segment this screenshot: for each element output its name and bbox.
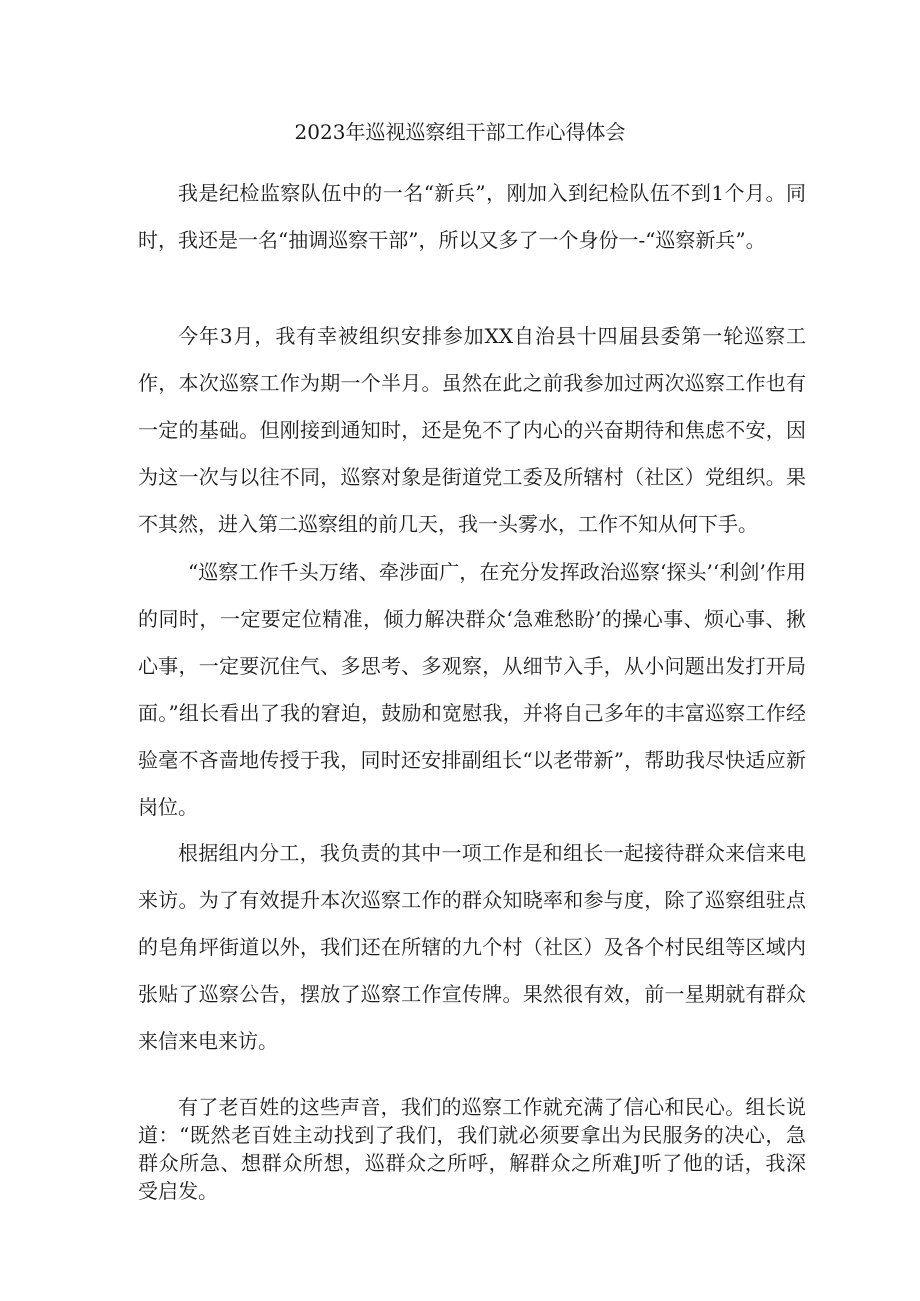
paragraph-2: 今年3月，我有幸被组织安排参加XX自治县十四届县委第一轮巡察工作，本次巡察工作为期一个半月。虽然在此之前我参加过两次巡察工作也有一定的基础。但刚接到通知时，还是免不了内心的兴奋期待和焦虑不安，因为这一次与以往不同，巡察对象是街道党工委及所辖村（社区）党组织。果不其然，进入第二巡察组的前几天，我一头雾水，工作不知从何下手。 [138, 324, 806, 536]
paragraph-4: 根据组内分工，我负责的其中一项工作是和组长一起接待群众来信来电来访。为了有效提升本次巡察工作的群众知晓率和参与度，除了巡察组驻点的皂角坪街道以外，我们还在所辖的九个村（社区）及各个村民组等区域内张贴了巡察公告，摆放了巡察工作宣传牌。果然很有效，前一星期就有群众来信来电来访。 [138, 841, 806, 1053]
document-title: 2023年巡视巡察组干部工作心得体会 [294, 120, 626, 144]
paragraph-1: 我是纪检监察队伍中的一名“新兵”，刚加入到纪检队伍不到1个月。同时，我还是一名“抽调巡察干部”，所以又多了一个身份一-“巡察新兵”。 [138, 181, 806, 252]
paragraph-3: “巡察工作千头万绪、牵涉面广，在充分发挥政治巡察‘探头’‘利剑’作用的同时，一定要定位精准，倾力解决群众‘急难愁盼’的操心事、烦心事、揪心事，一定要沉住气、多思考、多观察，从细节入手，从小问题出发打开局面。”组长看出了我的窘迫，鼓励和宽慰我，并将自己多年的丰富巡察工作经验毫不吝啬地传授于我，同时还安排副组长“以老带新”，帮助我尽快适应新岗位。 [138, 560, 806, 819]
paragraph-5: 有了老百姓的这些声音，我们的巡察工作就充满了信心和民心。组长说道：“既然老百姓主动找到了我们，我们就必须要拿出为民服务的决心，急群众所急、想群众所想，巡群众之所呼，解群众之所难J听了他的话，我深受启发。 [138, 1095, 806, 1203]
